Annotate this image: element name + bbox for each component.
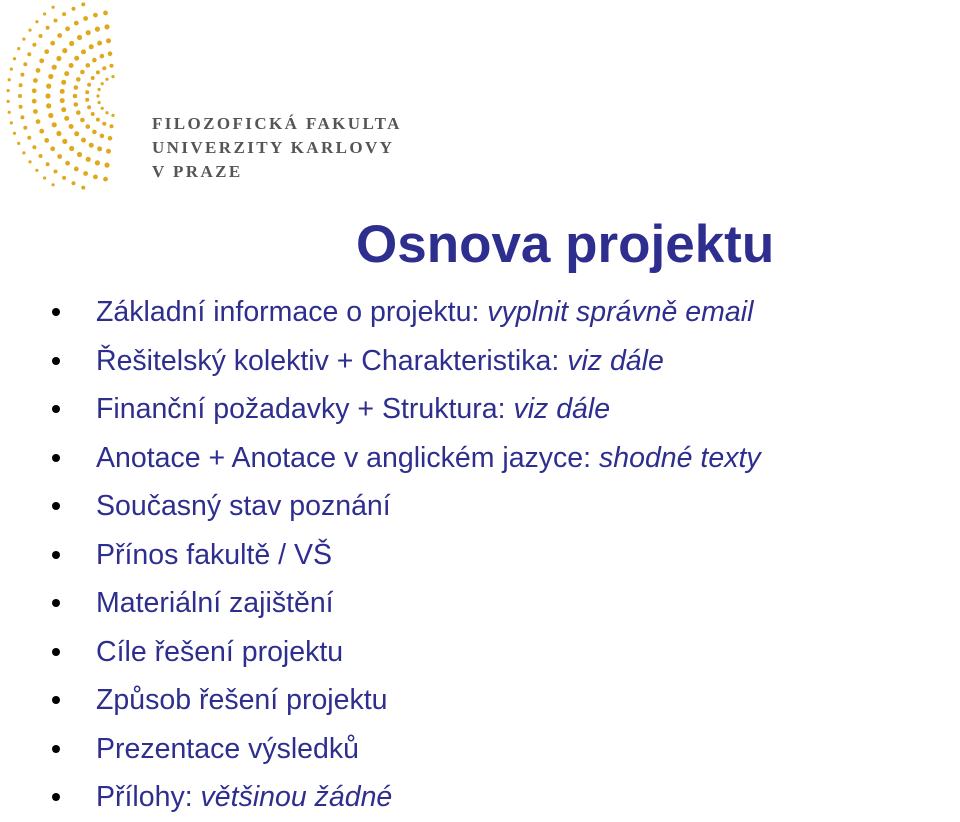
logo-ray-dot [93,13,98,18]
logo-ray-dot [13,57,16,60]
logo-text [152,112,402,184]
logo-line-faculty: FILOZOFICKÁ FAKULTA [152,114,402,133]
bullet-dot-icon [52,599,60,607]
logo-ray-dot [17,47,20,50]
logo-ray-dot [76,110,81,115]
outline-item [52,579,957,628]
logo-ray-dot [20,73,24,77]
logo-ray-dot [103,177,108,182]
logo-ray-dot [33,78,38,83]
logo-ray-dot [86,30,91,35]
logo-ray-dot [44,49,49,54]
logo-ray-dot [17,142,20,145]
logo-ray-dot [10,121,13,124]
logo-ray-dot [85,90,89,94]
logo-ray-dot [32,88,37,93]
outline-item [52,434,957,483]
logo-ray-dot [61,80,66,85]
logo-ray-dot [44,138,49,143]
outline-item-emphasis: shodné texty [599,441,761,474]
logo-ray-dot [97,146,102,151]
logo-ray-dot [60,89,65,94]
logo-ray-dot [100,134,105,139]
logo-line-university: UNIVERZITY KARLOVY [152,138,395,157]
logo-ray-dot [80,70,85,75]
logo-ray-dot [81,186,85,190]
outline-item-text: Základní informace o projektu: [96,296,488,328]
logo-ray-dot [104,24,109,29]
logo-ray-dot [39,58,44,63]
outline-item-text: Materiální zajištění [96,587,334,619]
logo-ray-dot [74,167,79,172]
outline-item-text: Řešitelský kolektiv + Charakteristika: [96,344,568,377]
logo-ray-dot [74,21,79,26]
logo-ray-dot [95,27,100,32]
logo-ray-dot [62,48,67,53]
logo-ray-dot [50,146,55,151]
logo-ray-dot [105,111,108,114]
outline-item [52,628,957,677]
logo-ray-dot [19,105,23,109]
logo-ray-dot [69,146,74,151]
logo-ray-dot [22,38,25,41]
logo-ray-dot [54,170,58,174]
logo-ray-dot [74,56,79,61]
logo-ray-dot [83,16,88,21]
logo-ray-dot [62,139,67,144]
logo-ray-dot [32,43,36,47]
logo-ray-dot [81,49,86,54]
logo-ray-dot [87,105,91,109]
logo-ray-dot [85,98,89,102]
outline-item-text: Způsob řešení projektu [96,684,388,716]
logo-ray-dot [61,107,66,112]
logo-ray-dot [28,29,31,32]
logo-ray-dot [72,7,76,11]
logo-ray-dot [92,58,97,63]
logo-ray-dot [36,68,41,73]
logo-ray-dot [36,119,41,124]
logo-ray-dot [27,52,31,56]
outline-item [52,337,957,386]
logo-ray-dot [19,83,23,87]
bullet-dot-icon [52,454,60,462]
logo-ray-dot [98,101,101,104]
logo-ray-dot [103,11,108,16]
logo-ray-dot [65,26,70,31]
logo-ray-dot [111,114,114,117]
outline-item-text: Současný stav poznání [96,490,391,522]
logo-ray-dot [106,38,111,43]
logo-ray-dot [46,84,51,89]
outline-item [52,773,957,822]
bullet-dot-icon [52,696,60,704]
logo-ray-dot [39,154,43,158]
logo-ray-dot [101,107,104,110]
logo-ray-dot [74,131,79,136]
logo-ray-dot [102,122,106,126]
logo-ray-dot [86,124,91,129]
logo-ray-dot [60,98,65,103]
logo-ray-dot [96,70,100,74]
outline-item-text: Finanční požadavky + Struktura: [96,393,514,425]
logo-ray-dot [105,78,108,81]
logo-ray-dot [39,34,43,38]
logo-ray-dot [95,160,100,165]
logo-ray-dot [57,33,62,38]
logo-ray-dot [32,145,36,149]
outline-item [52,725,957,774]
outline-item-emphasis: vyplnit správně email [487,296,754,328]
logo-ray-dot [39,129,44,134]
outline-item-emphasis: viz dále [513,393,611,425]
logo-ray-dot [13,132,16,135]
logo-ray-dot [46,103,51,108]
logo-ray-dot [48,74,53,79]
outline-item [52,482,957,531]
outline-item-text: Cíle řešení projektu [96,635,344,668]
logo-ray-dot [10,68,13,71]
logo-ray-dot [7,89,10,92]
logo-ray-dot [32,99,37,104]
logo-ray-dot [87,83,91,87]
bullet-dot-icon [52,648,60,656]
logo-ray-dot [86,63,91,68]
logo-ray-dot [22,151,25,154]
logo-ray-dot [35,20,38,23]
bullet-dot-icon [52,502,60,510]
logo-ray-dot [102,66,106,70]
logo-ray-dot [65,161,70,166]
logo-ray-dot [80,118,85,123]
logo-ray-dot [7,100,10,103]
logo-ray-dot [81,138,86,143]
logo-ray-dot [56,56,61,61]
outline-item [52,676,957,725]
logo-ray-dot [8,78,11,81]
logo-ray-dot [96,94,99,97]
logo-ray-dot [77,35,82,40]
logo-ray-dot [62,176,66,180]
logo-ray-dot [20,115,24,119]
slide-title: Osnova projektu [356,215,775,274]
logo-ray-dot [91,112,95,116]
bullet-dot-icon [52,357,60,365]
logo-ray-dot [69,63,74,68]
logo-ray-dot [69,124,74,129]
logo-ray-dot [106,149,111,154]
logo-ray-dot [57,154,62,159]
logo-ray-dot [52,6,55,9]
outline-item [52,288,957,337]
outline-item-text: Anotace + Anotace v anglickém jazyce: [96,441,599,474]
faculty-logo [0,0,400,190]
logo-ray-dot [91,76,95,80]
outline-item-emphasis: většinou žádné [200,781,393,813]
outline-list [52,288,957,822]
logo-ray-dot [43,176,46,179]
logo-ray-dot [77,152,82,157]
logo-ray-dot [48,113,53,118]
logo-ray-dot [64,71,69,76]
logo-ray-dot [100,54,105,59]
bullet-dot-icon [52,405,60,413]
logo-ray-dot [73,94,78,99]
outline-item-emphasis: viz dále [567,344,664,377]
logo-ray-dot [108,136,113,141]
logo-ray-dot [69,41,74,46]
bullet-dot-icon [52,745,60,753]
outline-item [52,385,957,434]
logo-ray-dot [97,41,102,46]
logo-ray-dot [18,94,22,98]
logo-ray-dot [74,85,79,90]
logo-ray-dot [96,118,100,122]
logo-ray-dot [56,131,61,136]
outline-item-text: Přílohy: [96,781,201,813]
outline-item-text: Prezentace výsledků [96,732,359,765]
logo-ray-dot [8,111,11,114]
logo-ray-dot [46,162,50,166]
bullet-dot-icon [52,793,60,801]
logo-ray-dot [52,65,57,70]
logo-ray-dot [64,116,69,121]
logo-ray-dot [93,175,98,180]
logo-ray-dot [33,109,38,114]
logo-ray-dot [27,136,31,140]
logo-ray-dot [92,130,97,135]
logo-ray-dot [98,88,101,91]
logo-ray-dot [111,75,114,78]
logo-ray-dot [83,171,88,176]
logo-ray-dot [108,51,113,56]
logo-ray-dot [23,62,27,66]
logo-ray-dot [54,19,58,23]
logo-ray-dot [23,126,27,130]
logo-ray-dot [76,77,81,82]
outline-item-text: Přínos fakultě / VŠ [96,538,333,571]
logo-ray-dot [45,93,50,98]
logo-line-city: V PRAZE [152,162,243,181]
logo-ray-dot [72,181,76,185]
logo-ray-dot [110,124,114,128]
bullet-dot-icon [52,551,60,559]
logo-ray-dot [50,41,55,46]
bullet-dot-icon [52,308,60,316]
logo-ray-dot [35,169,38,172]
sun-rays-logo-icon [0,0,150,190]
logo-ray-dot [110,64,114,68]
logo-ray-dot [89,44,94,49]
logo-ray-dot [86,157,91,162]
logo-ray-dot [81,2,85,6]
logo-ray-dot [43,12,46,15]
logo-ray-dot [62,12,66,16]
logo-ray-dot [52,183,55,186]
logo-ray-dot [52,122,57,127]
logo-ray-dot [74,102,79,107]
logo-ray-dot [46,26,50,30]
outline-item [52,531,957,580]
logo-ray-dot [89,143,94,148]
logo-ray-dot [28,160,31,163]
logo-ray-dot [101,82,104,85]
logo-ray-dot [104,163,109,168]
